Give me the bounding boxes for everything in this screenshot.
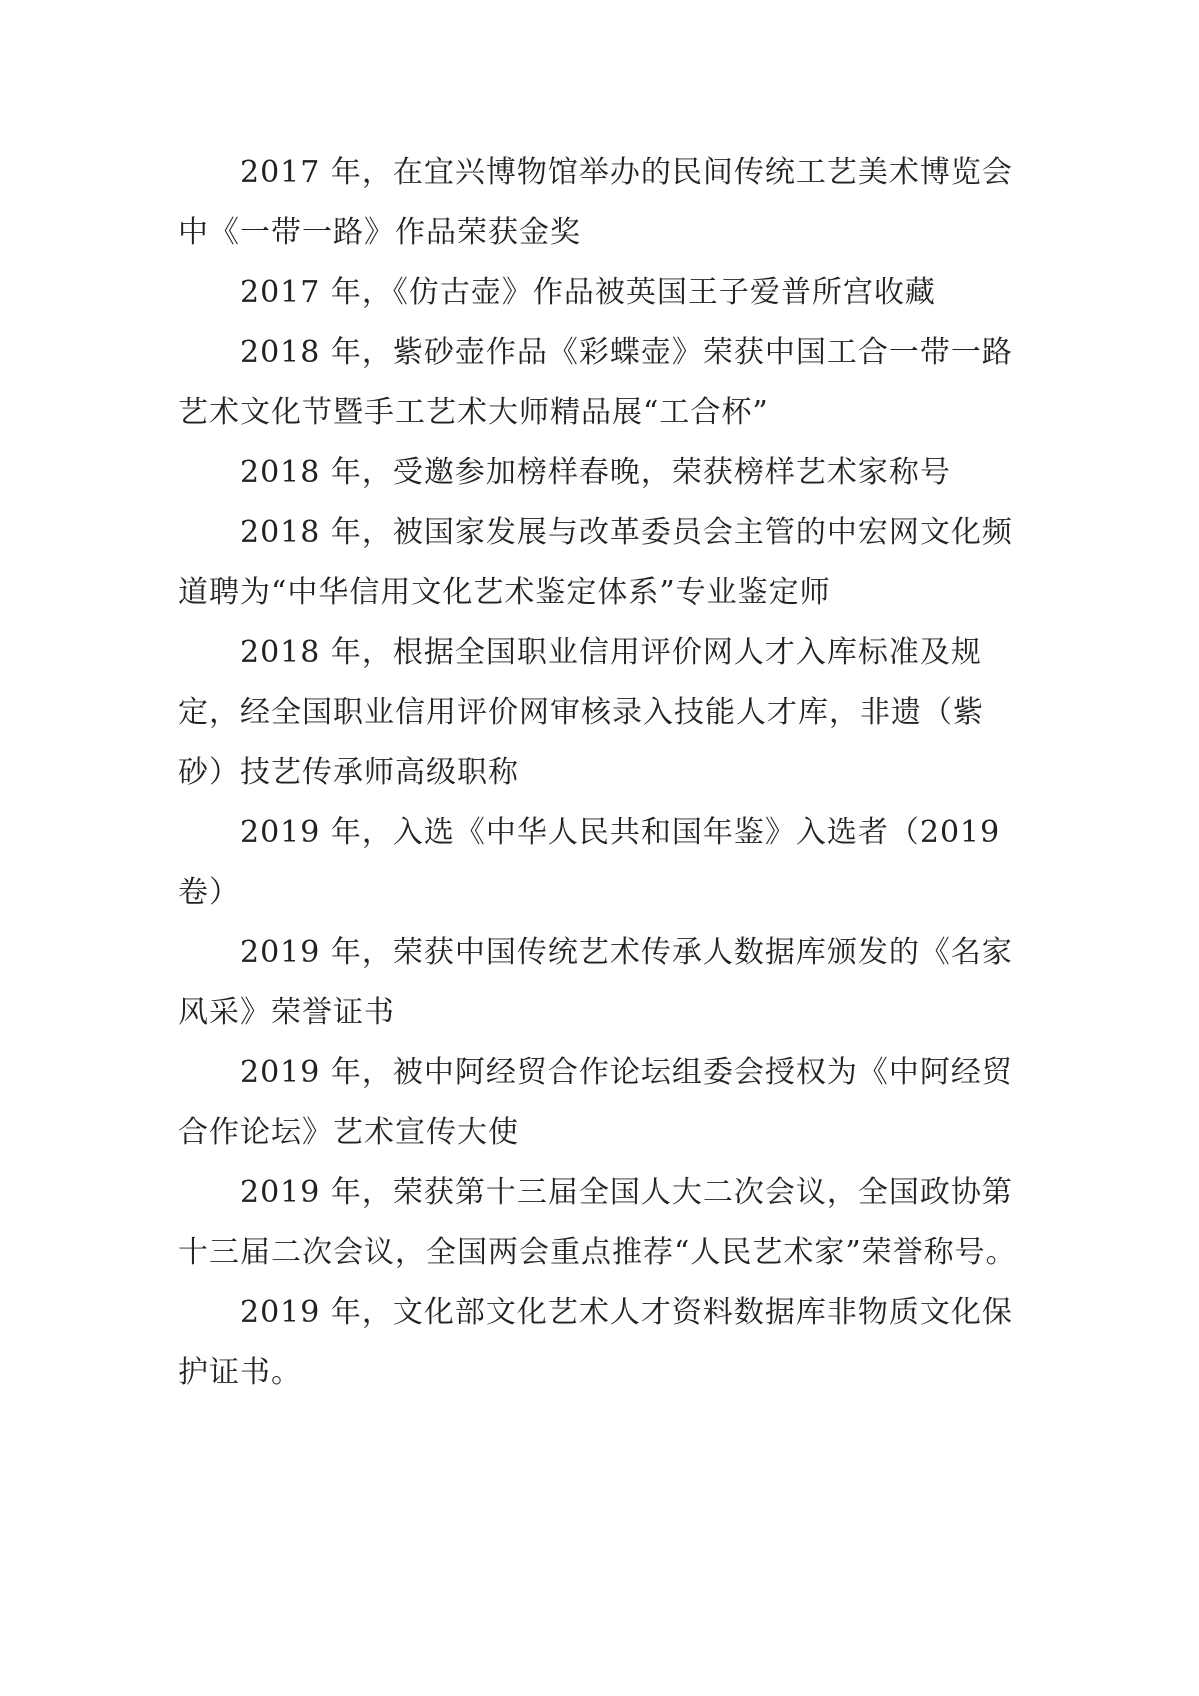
paragraph-2018-talent-database: 2018 年，根据全国职业信用评价网人才入库标准及规定，经全国职业信用评价网审核录入技能人才库，非遗（紫砂）技艺传承师高级职称: [178, 635, 984, 790]
paragraph-2019-protection-certificate: 2019 年，文化部文化艺术人才资料数据库非物质文化保护证书。: [178, 1295, 1013, 1390]
paragraph-2019-honor-certificate: 2019 年，荣获中国传统艺术传承人数据库颁发的《名家风采》荣誉证书: [178, 935, 1013, 1030]
paragraph-2018-gonghe-cup: 2018 年，紫砂壶作品《彩蝶壶》荣获中国工合一带一路艺术文化节暨手工艺术大师精品展“工合杯”: [178, 335, 1013, 430]
paragraph-2018-role-model-gala: 2018 年，受邀参加榜样春晚，荣获榜样艺术家称号: [240, 455, 951, 490]
document-body: [178, 143, 1018, 1403]
paragraph-2019-peoples-artist: 2019 年，荣获第十三届全国人大二次会议，全国政协第十三届二次会议，全国两会重点推荐“人民艺术家”荣誉称号。: [178, 1175, 1017, 1270]
paragraph-2019-ambassador: 2019 年，被中阿经贸合作论坛组委会授权为《中阿经贸合作论坛》艺术宣传大使: [178, 1055, 1013, 1150]
paragraph-2019-yearbook: 2019 年，入选《中华人民共和国年鉴》入选者（2019 卷）: [178, 815, 1001, 910]
paragraph-2017-expo-gold-award: 2017 年，在宜兴博物馆举办的民间传统工艺美术博览会中《一带一路》作品荣获金奖: [178, 155, 1013, 250]
paragraph-2018-appraiser: 2018 年，被国家发展与改革委员会主管的中宏网文化频道聘为“中华信用文化艺术鉴定体系”专业鉴定师: [178, 515, 1013, 610]
paragraph-2017-collection: 2017 年，《仿古壶》作品被英国王子爱普所宫收藏: [240, 275, 936, 310]
